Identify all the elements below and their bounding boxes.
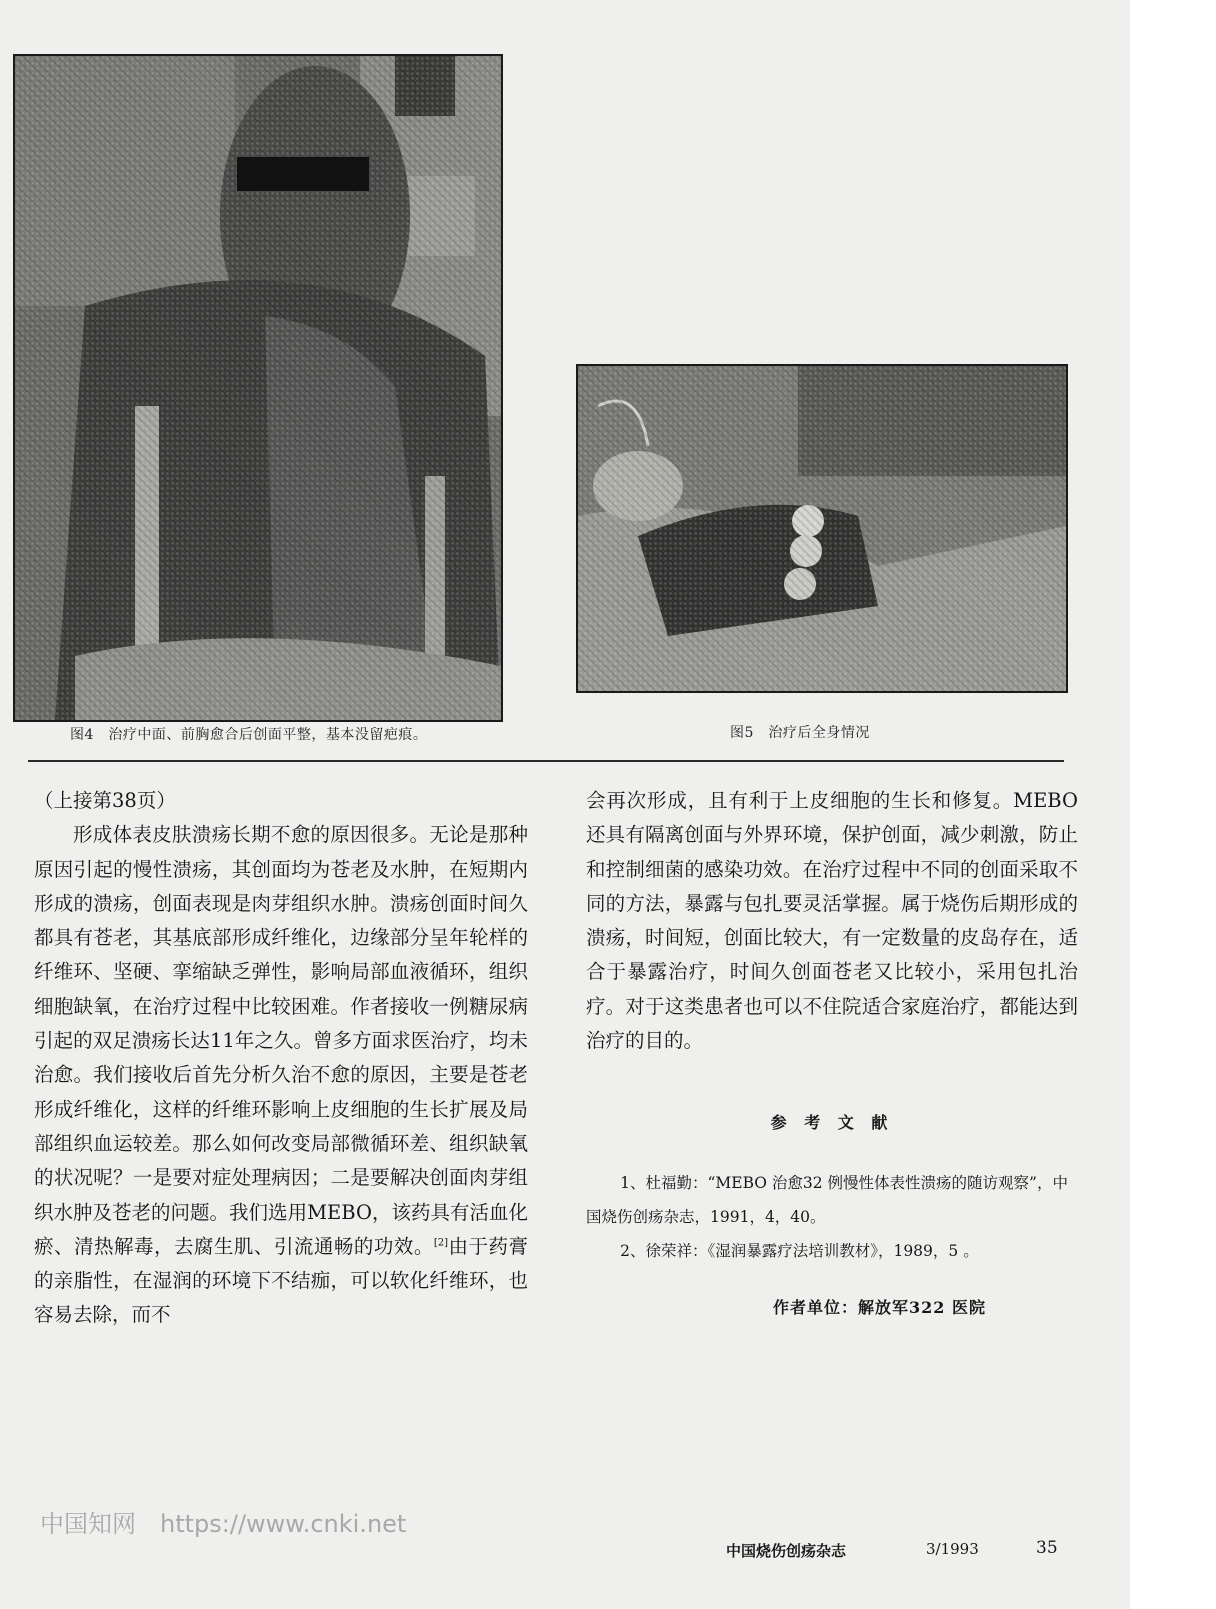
section-divider	[28, 760, 1064, 762]
right-margin	[1130, 0, 1216, 1609]
body-text: 形成体表皮肤溃疡长期不愈的原因很多。无论是那种原因引起的慢性溃疡，其创面均为苍老及水肿，在短期内形成的溃疡，创面表现是肉芽组织水肿。溃疡创面时间久都具有苍老，其基底部形成纤维化，边缘部分呈年轮样的纤维环、坚硬、挛缩缺乏弹性，影响局部血液循环，组织细胞缺氧，在治疗过程中比较困难。作者接收一例糖尿病引起的双足溃疡长达11年之久。曾多方面求医治疗，均未治愈。我们接收后首先分析久治不愈的原因，主要是苍老形成纤维化，这样的纤维环影响上皮细胞的生长扩展及局部组织血运较差。那么如何改变局部微循环差、组织缺氧的状况呢？一是要对症处理病因；二是要解决创面肉芽组织水肿及苍老的问题。我们选用MEBO，该药具有活血化瘀、清热解毒，去腐生肌、引流通畅的功效。	[34, 823, 528, 1258]
figure-5-photo	[576, 364, 1068, 693]
reference-item: 1、杜福勤：“MEBO 治愈32 例慢性体表性溃疡的随访观察”，中国烧伤创疡杂志，1991，4，40。	[586, 1174, 1068, 1226]
photo-texture	[15, 56, 501, 720]
citation-marker: [2]	[433, 1237, 449, 1249]
reference-item: 2、徐荣祥：《湿润暴露疗法培训教材》，1989，5 。	[620, 1242, 979, 1260]
photo-texture	[578, 366, 1066, 691]
footer-journal: 中国烧伤创疡杂志	[726, 1542, 847, 1560]
continued-from-note: （上接第38页）	[34, 789, 176, 812]
references-heading: 参 考 文 献	[770, 1113, 894, 1132]
article-left-column	[34, 784, 528, 1333]
cnki-watermark: 中国知网 https://www.cnki.net	[40, 1510, 407, 1538]
article-right-column	[586, 784, 1078, 1058]
figure-4-caption: 图4 治疗中面、前胸愈合后创面平整，基本没留疤痕。	[70, 727, 428, 743]
footer-page-number: 35	[1036, 1538, 1058, 1558]
body-paragraph: 会再次形成，且有利于上皮细胞的生长和修复。MEBO还具有隔离创面与外界环境，保护创面，减少刺激，防止和控制细菌的感染功效。在治疗过程中不同的创面采取不同的方法，暴露与包扎要灵活掌握。属于烧伤后期形成的溃疡，时间短，创面比较大，有一定数量的皮岛存在，适合于暴露治疗，时间久创面苍老又比较小，采用包扎治疗。对于这类患者也可以不住院适合家庭治疗，都能达到治疗的目的。	[586, 789, 1078, 1053]
figure-4-photo	[13, 54, 503, 722]
author-affiliation: 作者单位：解放军322 医院	[773, 1298, 986, 1317]
figure-5-caption: 图5 治疗后全身情况	[730, 725, 870, 741]
body-paragraph	[34, 818, 528, 1332]
eye-censor-bar	[237, 157, 369, 191]
footer-issue: 3/1993	[926, 1540, 979, 1558]
body-text: 由于药膏的亲脂性，在湿润的环境下不结痂，可以软化纤维环，也容易去除，而不	[34, 1234, 528, 1327]
references-list	[586, 1166, 1078, 1268]
